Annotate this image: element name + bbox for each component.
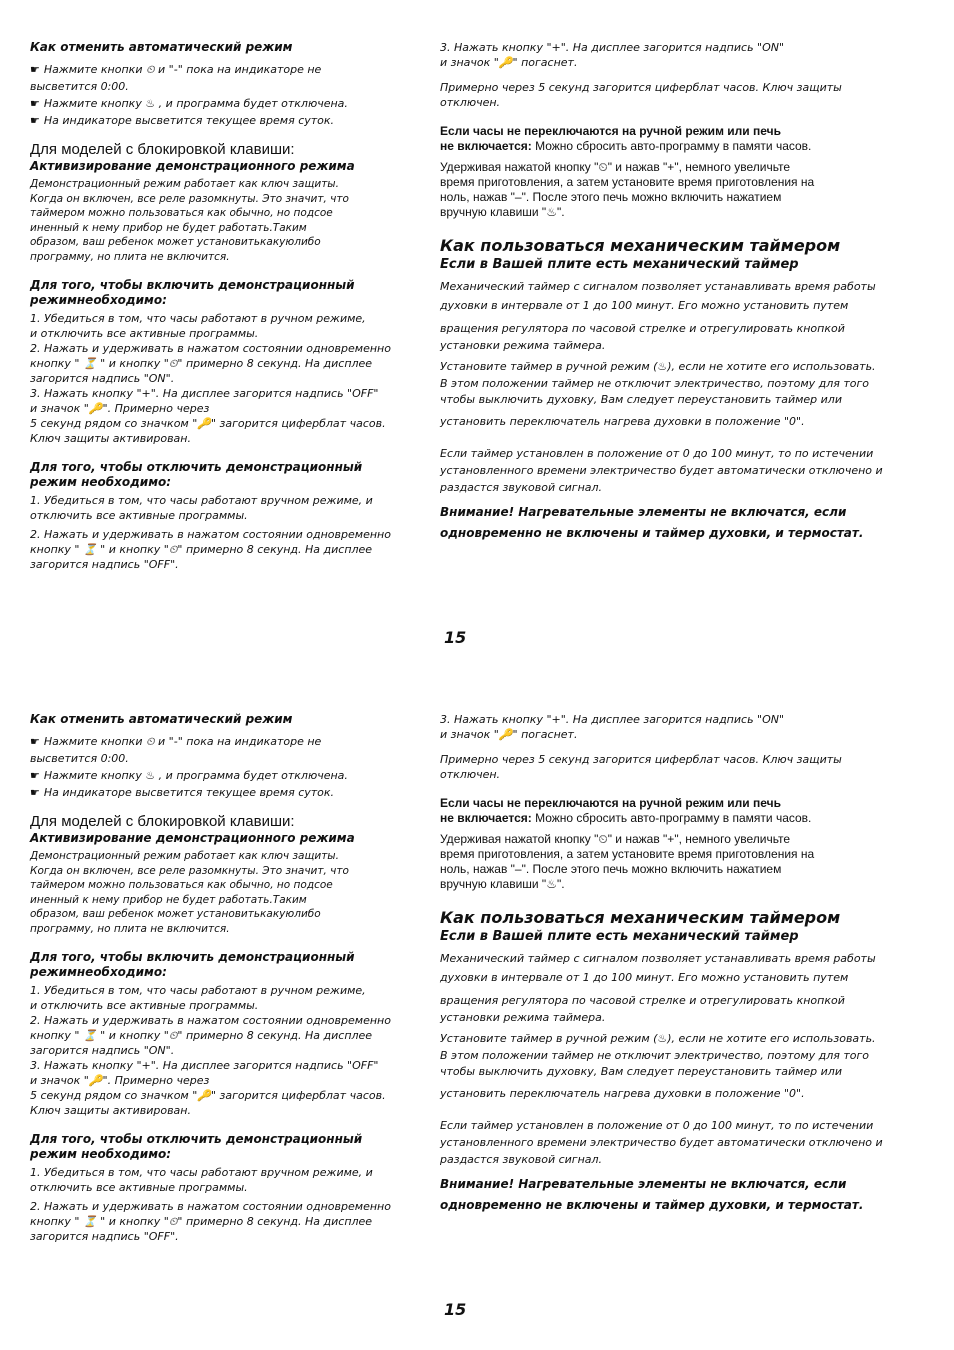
step3-line-2: и значок "🔑" погаснет. — [440, 56, 578, 69]
clock-line-1: Примерно через 5 секунд загорится циферблат часов. Ключ защиты — [440, 753, 842, 766]
warning-line-1: Внимание! Нагревательные элементы не включатся, если — [440, 505, 847, 519]
enable-demo-title-2: режимнеобходимо: — [30, 293, 167, 307]
page-number: 15 — [444, 628, 467, 647]
warning-line-2: одновременно не включены и таймер духовки, и термостат. — [440, 526, 864, 540]
left-column — [30, 40, 428, 572]
demo-activate-title: Активизирование демонстрационного режима — [30, 159, 355, 173]
bullet-3: ☛ На индикаторе высветится текущее время суток. — [30, 784, 428, 801]
enable-demo-title-2: режимнеобходимо: — [30, 965, 167, 979]
disable-steps: 1. Убедиться в том, что часы работают вручном режиме, и отключить все активные программы. 2. Нажать и удерживать в нажатом состоянии одновременно кнопку " ⏳ " и кнопку "⏲" примерно 8 секунд. На дисплее загорится надпись "OFF". — [30, 1166, 391, 1243]
disable-steps: 1. Убедиться в том, что часы работают вручном режиме, и отключить все активные программы. 2. Нажать и удерживать в нажатом состоянии одновременно кнопку " ⏳ " и кнопку "⏲" примерно 8 секунд. На дисплее загорится надпись "OFF". — [30, 494, 391, 571]
bullet-3: ☛ На индикаторе высветится текущее время суток. — [30, 112, 428, 129]
page-bottom — [0, 672, 954, 1347]
step3-line-1: 3. Нажать кнопку "+". На дисплее загорится надпись "ON" — [440, 713, 785, 726]
enable-demo-title: Для того, чтобы включить демонстрационный — [30, 950, 355, 964]
bullet-1: ☛ Нажмите кнопки ⏲ и "-" пока на индикаторе не — [30, 733, 428, 750]
cancel-auto-title: Как отменить автоматический режим — [30, 712, 293, 726]
lock-models-title: Для моделей с блокировкой клавиши: — [30, 141, 295, 158]
hold-text: Удерживая нажатой кнопку "⏲" и нажав "+", немного увеличьте время приготовления, а затем установите время приготовления на ноль, нажав "–". После этого печь можно включить нажатием вручную клавиши "♨". — [440, 832, 815, 891]
clock-line-1: Примерно через 5 секунд загорится циферблат часов. Ключ защиты — [440, 81, 842, 94]
no-switch-line-2: не включается: Можно сбросить авто-программу в памяти часов. — [440, 139, 812, 153]
mech-timer-subtitle: Если в Вашей плите есть механический таймер — [440, 929, 799, 944]
bullet-2: ☛ Нажмите кнопку ♨ , и программа будет отключена. — [30, 767, 428, 784]
bullet-1-cont: высветится 0:00. — [30, 80, 129, 93]
right-column — [440, 40, 918, 544]
range-text: Если таймер установлен в положение от 0 до 100 минут, то по истечении установленного времени электричество будет автоматически отключено и раздастся звуковой сигнал. — [440, 447, 883, 494]
bullet-1-cont: высветится 0:00. — [30, 752, 129, 765]
disable-demo-title: Для того, чтобы отключить демонстрационный — [30, 460, 363, 474]
step3-line-2: и значок "🔑" погаснет. — [440, 728, 578, 741]
step3-line-1: 3. Нажать кнопку "+". На дисплее загорится надпись "ON" — [440, 41, 785, 54]
enable-demo-title: Для того, чтобы включить демонстрационный — [30, 278, 355, 292]
left-column — [30, 712, 428, 1244]
enable-steps: 1. Убедиться в том, что часы работают в ручном режиме, и отключить все активные программы. 2. Нажать и удерживать в нажатом состоянии одновременно кнопку " ⏳ " и кнопку "⏲" примерно 8 секунд. На дисплее загорится надпись "ON". 3. Нажать кнопку "+". На дисплее загорится надпись "OFF" и значок "🔑". Примерно через 5 секунд рядом со значком "🔑" загорится циферблат часов. Ключ защиты активирован. — [30, 312, 391, 445]
mech-timer-title: Как пользоваться механическим таймером — [440, 236, 841, 255]
range-text: Если таймер установлен в положение от 0 до 100 минут, то по истечении установленного времени электричество будет автоматически отключено и раздастся звуковой сигнал. — [440, 1119, 883, 1166]
demo-text: Демонстрационный режим работает как ключ защиты. Когда он включен, все реле разомкнуты. Это значит, что таймером можно пользоваться как обычно, но подсое иненный к нему прибор не будет работать.Таким образом, ваш ребенок может установитькакуюлибо программу, но плита не включится. — [30, 178, 349, 263]
mech-text: Механический таймер с сигналом позволяет устанавливать время работы духовки в интервале от 1 до 100 минут. Его можно установить путем вращения регулятора по часовой стрелке и отрегулировать кнопкой установки режима таймера. — [440, 280, 876, 352]
no-switch-line-2: не включается: Можно сбросить авто-программу в памяти часов. — [440, 811, 812, 825]
clock-line-2: отключен. — [440, 768, 501, 781]
clock-line-2: отключен. — [440, 96, 501, 109]
mech-timer-subtitle: Если в Вашей плите есть механический таймер — [440, 257, 799, 272]
demo-activate-title: Активизирование демонстрационного режима — [30, 831, 355, 845]
mech-text: Механический таймер с сигналом позволяет устанавливать время работы духовки в интервале от 1 до 100 минут. Его можно установить путем вращения регулятора по часовой стрелке и отрегулировать кнопкой установки режима таймера. — [440, 952, 876, 1024]
bullet-1: ☛ Нажмите кнопки ⏲ и "-" пока на индикаторе не — [30, 61, 428, 78]
right-column — [440, 712, 918, 1216]
hold-text: Удерживая нажатой кнопку "⏲" и нажав "+", немного увеличьте время приготовления, а затем установите время приготовления на ноль, нажав "–". После этого печь можно включить нажатием вручную клавиши "♨". — [440, 160, 815, 219]
no-switch-title: Если часы не переключаются на ручной режим или печь — [440, 124, 781, 138]
cancel-auto-title: Как отменить автоматический режим — [30, 40, 293, 54]
manual-text: Установите таймер в ручной режим (♨), если не хотите его использовать. В этом положении таймер не отключит электричество, поэтому для того чтобы выключить духовку, Вам следует переустановить таймер или установить переключатель нагрева духовки в положение "0". — [440, 360, 876, 428]
disable-demo-title-2: режим необходимо: — [30, 1147, 172, 1161]
warning-line-1: Внимание! Нагревательные элементы не включатся, если — [440, 1177, 847, 1191]
no-switch-title: Если часы не переключаются на ручной режим или печь — [440, 796, 781, 810]
enable-steps: 1. Убедиться в том, что часы работают в ручном режиме, и отключить все активные программы. 2. Нажать и удерживать в нажатом состоянии одновременно кнопку " ⏳ " и кнопку "⏲" примерно 8 секунд. На дисплее загорится надпись "ON". 3. Нажать кнопку "+". На дисплее загорится надпись "OFF" и значок "🔑". Примерно через 5 секунд рядом со значком "🔑" загорится циферблат часов. Ключ защиты активирован. — [30, 984, 391, 1117]
page-number: 15 — [444, 1300, 467, 1319]
warning-line-2: одновременно не включены и таймер духовки, и термостат. — [440, 1198, 864, 1212]
disable-demo-title: Для того, чтобы отключить демонстрационный — [30, 1132, 363, 1146]
disable-demo-title-2: режим необходимо: — [30, 475, 172, 489]
demo-text: Демонстрационный режим работает как ключ защиты. Когда он включен, все реле разомкнуты. Это значит, что таймером можно пользоваться как обычно, но подсое иненный к нему прибор не будет работать.Таким образом, ваш ребенок может установитькакуюлибо программу, но плита не включится. — [30, 850, 349, 935]
mech-timer-title: Как пользоваться механическим таймером — [440, 908, 841, 927]
bullet-2: ☛ Нажмите кнопку ♨ , и программа будет отключена. — [30, 95, 428, 112]
manual-text: Установите таймер в ручной режим (♨), если не хотите его использовать. В этом положении таймер не отключит электричество, поэтому для того чтобы выключить духовку, Вам следует переустановить таймер или установить переключатель нагрева духовки в положение "0". — [440, 1032, 876, 1100]
lock-models-title: Для моделей с блокировкой клавиши: — [30, 813, 295, 830]
